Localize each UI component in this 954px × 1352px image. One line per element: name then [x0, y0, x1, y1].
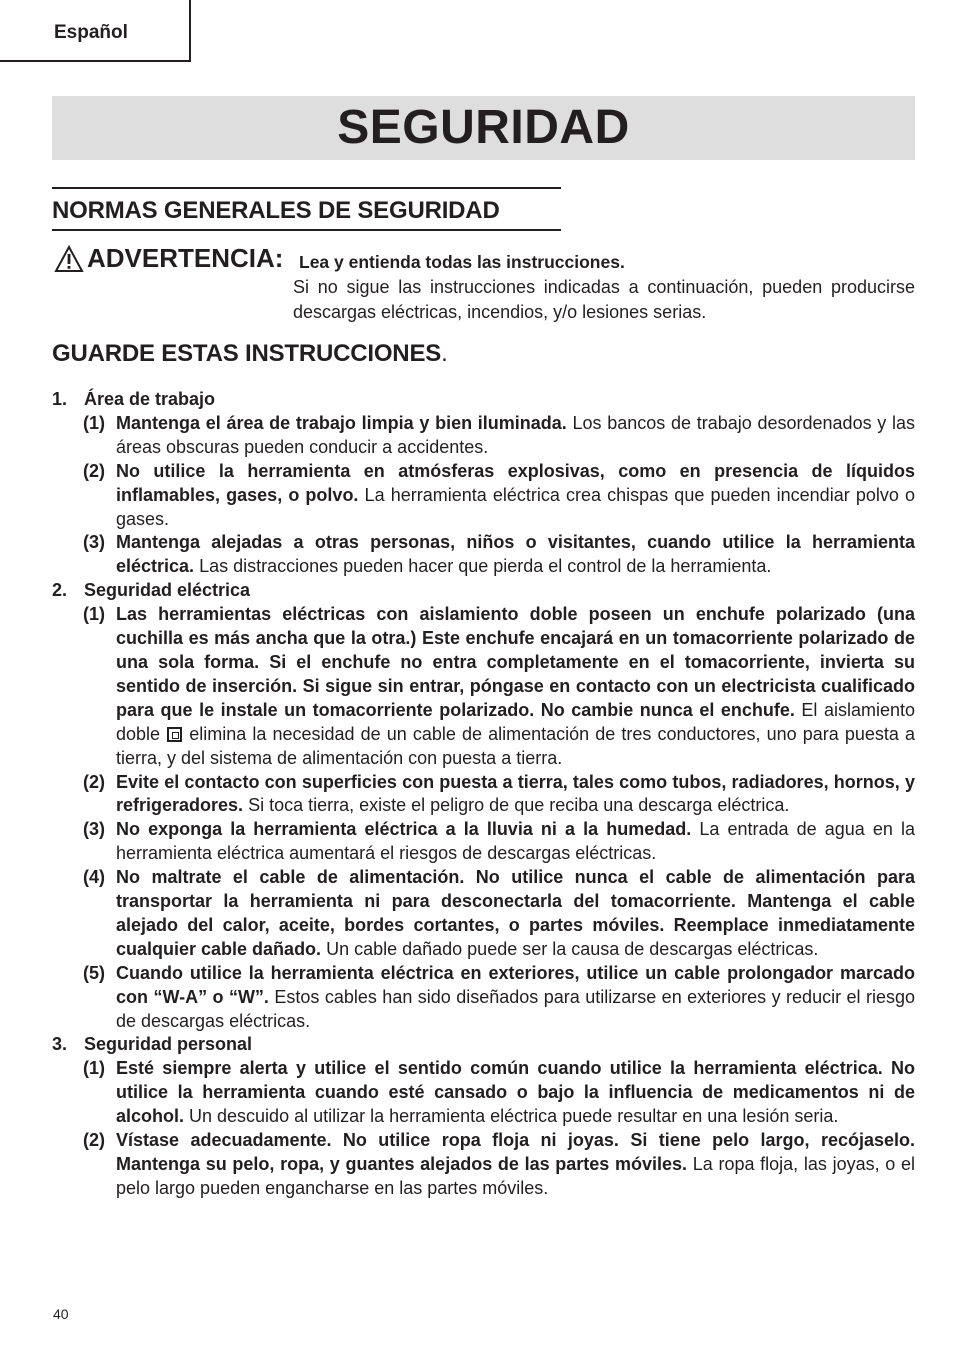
- section-heading-text: Seguridad personal: [84, 1034, 253, 1055]
- page-number: 40: [53, 1306, 69, 1322]
- keep-instructions-period: .: [441, 340, 448, 367]
- warning-word: ADVERTENCIA:: [87, 243, 284, 273]
- item-bold-text: Mantenga alejadas a otras personas, niños o visitantes, cuando utilice la herramienta eléctrica.: [116, 532, 915, 577]
- section-heading-text: Seguridad eléctrica: [84, 580, 251, 601]
- item-number: (1): [83, 1058, 105, 1079]
- item-number: (2): [83, 1130, 105, 1151]
- section-number: 1.: [52, 389, 68, 409]
- section-number: 3.: [52, 1034, 68, 1055]
- language-tab: [0, 0, 191, 62]
- item-text: La entrada de agua en la herramienta eléctrica aumentará el riesgos de descargas eléctricas.: [116, 819, 915, 864]
- warning-body: Si no sigue las instrucciones indicadas a continuación, pueden producirse descargas eléctricas, incendios, y/o lesiones serias.: [293, 277, 915, 322]
- section-number: 2.: [52, 580, 68, 601]
- item-text-after: elimina la necesidad de un cable de alimentación de tres conductores, uno para puesta a tierra, y del sistema de alimentación con puesta a tierra.: [116, 723, 915, 768]
- list-item: [52, 460, 915, 532]
- section-heading: [52, 579, 915, 603]
- section-heading: [52, 1033, 915, 1057]
- list-item: [52, 412, 915, 460]
- list-item: [52, 962, 915, 1034]
- item-bold-text: Las herramientas eléctricas con aislamiento doble poseen un enchufe polarizado (una cuchilla es más ancha que la otra.) Este enchufe encajará en un tomacorriente polarizado de una sola forma. Si el enchufe no entra completamente en el tomacorriente, invierta su sentido de inserción. Si sigue sin entrar, póngase en contacto con un electricista cualificado para que le instale un tomacorriente polarizado. No cambie nunca el enchufe.: [116, 604, 915, 720]
- item-text: Un descuido al utilizar la herramienta eléctrica puede resultar en una lesión seria.: [184, 1106, 839, 1127]
- section-header: [52, 187, 561, 231]
- warning-lead: Lea y entienda todas las instrucciones.: [299, 252, 625, 272]
- item-number: (2): [83, 771, 105, 792]
- item-text: Si toca tierra, existe el peligro de que reciba una descarga eléctrica.: [243, 795, 790, 816]
- item-number: (2): [83, 460, 105, 481]
- section-title: NORMAS GENERALES DE SEGURIDAD: [52, 197, 500, 224]
- list-item: [52, 603, 915, 770]
- warning-triangle-icon: [54, 245, 84, 273]
- item-text: La herramienta eléctrica crea chispas que pueden incendiar polvo o gases.: [116, 484, 915, 529]
- title-banner: [52, 96, 915, 160]
- item-number: (4): [83, 867, 105, 888]
- warning-header: [52, 243, 915, 277]
- keep-instructions-heading: [52, 340, 448, 368]
- item-number: (1): [83, 604, 105, 625]
- list-item: [52, 1129, 915, 1201]
- item-number: (3): [83, 819, 105, 840]
- item-number: (5): [83, 962, 105, 983]
- double-insulation-icon: [167, 727, 182, 742]
- list-item: [52, 866, 915, 962]
- item-text: Un cable dañado puede ser la causa de descargas eléctricas.: [321, 938, 819, 959]
- item-number: (3): [83, 532, 105, 553]
- keep-instructions-title: GUARDE ESTAS INSTRUCCIONES: [52, 340, 442, 367]
- item-bold-text: Vístase adecuadamente. No utilice ropa floja ni joyas. Si tiene pelo largo, recójaselo. Mantenga su pelo, ropa, y guantes alejados de las partes móviles.: [116, 1130, 915, 1174]
- page-title: SEGURIDAD: [337, 101, 630, 154]
- item-bold-text: No exponga la herramienta eléctrica a la lluvia ni a la humedad.: [116, 819, 692, 840]
- list-item: [52, 818, 915, 866]
- section-heading: [52, 388, 915, 412]
- item-text: Estos cables han sido diseñados para utilizarse en exteriores y reducir el riesgo de descargas eléctricas.: [116, 986, 915, 1031]
- item-number: (1): [83, 412, 105, 433]
- item-bold-text: Mantenga el área de trabajo limpia y bien iluminada.: [116, 412, 567, 433]
- item-bold-text: No utilice la herramienta en atmósferas explosivas, como en presencia de líquidos inflamables, gases, o polvo.: [116, 460, 915, 505]
- language-label: Español: [54, 22, 128, 43]
- item-text: La ropa floja, las joyas, o el pelo largo pueden engancharse en las partes móviles.: [116, 1154, 915, 1198]
- item-bold-text: Esté siempre alerta y utilice el sentido común cuando utilice la herramienta eléctrica. No utilice la herramienta cuando esté cansado o bajo la influencia de medicamentos ni de alcohol.: [116, 1058, 915, 1127]
- safety-rules: [52, 388, 915, 1201]
- item-text: Los bancos de trabajo desordenados y las áreas obscuras pueden conducir a accidentes.: [116, 412, 916, 457]
- item-text: Las distracciones pueden hacer que pierda el control de la herramienta.: [194, 556, 772, 577]
- item-bold-text: Cuando utilice la herramienta eléctrica en exteriores, utilice un cable prolongador marcado con “W-A” o “W”.: [116, 962, 915, 1007]
- item-bold-text: Evite el contacto con superficies con puesta a tierra, tales como tubos, radiadores, hornos, y refrigeradores.: [116, 771, 915, 816]
- list-item: [52, 1057, 915, 1129]
- list-item: [52, 771, 915, 819]
- item-bold-text: No maltrate el cable de alimentación. No utilice nunca el cable de alimentación para transportar la herramienta ni para desconectarla del tomacorriente. Mantenga el cable alejado del calor, aceite, bordes cortantes, o partes móviles. Reemplace inmediatamente cualquier cable dañado.: [116, 867, 915, 959]
- list-item: [52, 531, 915, 579]
- item-text: El aislamiento doble: [116, 699, 915, 744]
- section-heading-text: Área de trabajo: [84, 389, 216, 409]
